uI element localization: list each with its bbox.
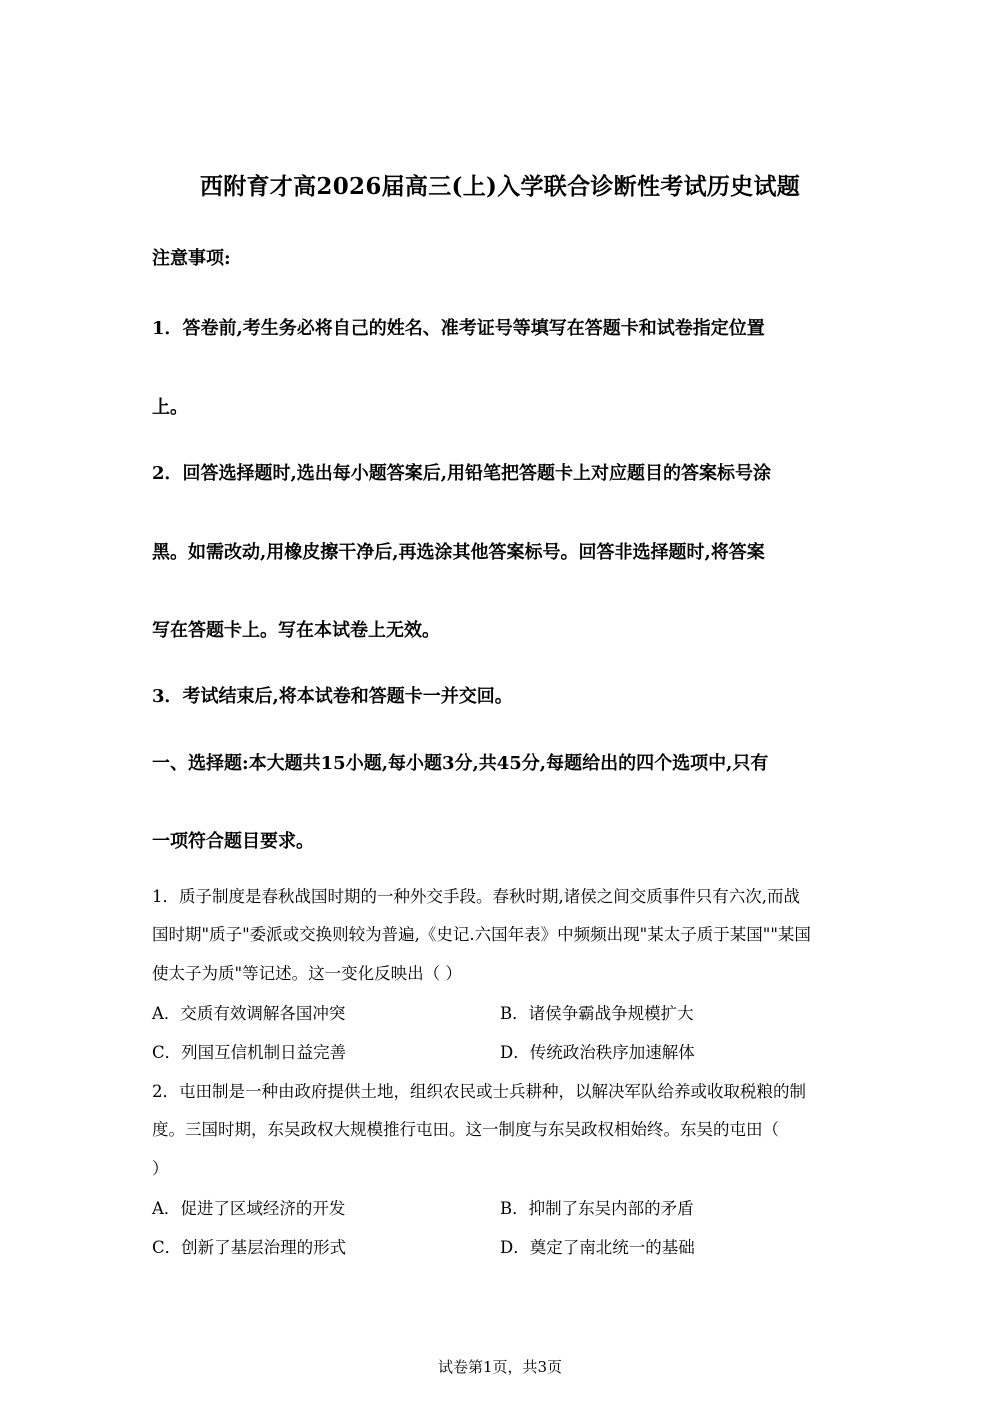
question-stem: 使太子为质"等记述。这一变化反映出（ ） xyxy=(152,964,462,983)
option-b: B．抑制了东吴内部的矛盾 xyxy=(500,1199,694,1218)
question-stem: ） xyxy=(152,1159,169,1178)
section-heading: 一、选择题:本大题共15小题,每小题3分,共45分,每题给出的四个选项中,只有 xyxy=(152,753,769,774)
question-stem: 2．屯田制是一种由政府提供土地，组织农民或士兵耕种，以解决军队给养或收取税粮的制 xyxy=(152,1082,806,1101)
section-heading: 一项符合题目要求。 xyxy=(152,831,314,852)
notice-line: 上。 xyxy=(152,397,188,418)
option-d: D．奠定了南北统一的基础 xyxy=(500,1238,695,1257)
question-stem: 度。三国时期，东吴政权大规模推行屯田。这一制度与东吴政权相始终。东吴的屯田（ xyxy=(152,1120,779,1139)
option-a: A．促进了区域经济的开发 xyxy=(152,1199,346,1218)
option-d: D．传统政治秩序加速解体 xyxy=(500,1043,695,1062)
option-c: C．列国互信机制日益完善 xyxy=(152,1043,347,1062)
option-a: A．交质有效调解各国冲突 xyxy=(152,1004,346,1023)
notice-line: 2．回答选择题时,选出每小题答案后,用铅笔把答题卡上对应题目的答案标号涂 xyxy=(152,463,772,484)
exam-title: 西附育才高2026届高三(上)入学联合诊断性考试历史试题 xyxy=(199,173,801,200)
question-stem: 1．质子制度是春秋战国时期的一种外交手段。春秋时期,诸侯之间交质事件只有六次,而战 xyxy=(152,887,800,906)
question-stem: 国时期"质子"委派或交换则较为普遍,《史记.六国年表》中频频出现"某太子质于某国""某国 xyxy=(152,925,811,944)
notice-line: 1．答卷前,考生务必将自己的姓名、准考证号等填写在答题卡和试卷指定位置 xyxy=(152,318,765,339)
notice-line: 写在答题卡上。写在本试卷上无效。 xyxy=(152,620,440,641)
option-c: C．创新了基层治理的形式 xyxy=(152,1238,347,1257)
notice-line: 黑。如需改动,用橡皮擦干净后,再选涂其他答案标号。回答非选择题时,将答案 xyxy=(152,542,765,563)
notice-heading: 注意事项: xyxy=(152,248,231,269)
notice-line: 3．考试结束后,将本试卷和答题卡一并交回。 xyxy=(152,686,513,707)
option-b: B．诸侯争霸战争规模扩大 xyxy=(500,1004,694,1023)
page-footer: 试卷第1页，共3页 xyxy=(437,1358,563,1376)
